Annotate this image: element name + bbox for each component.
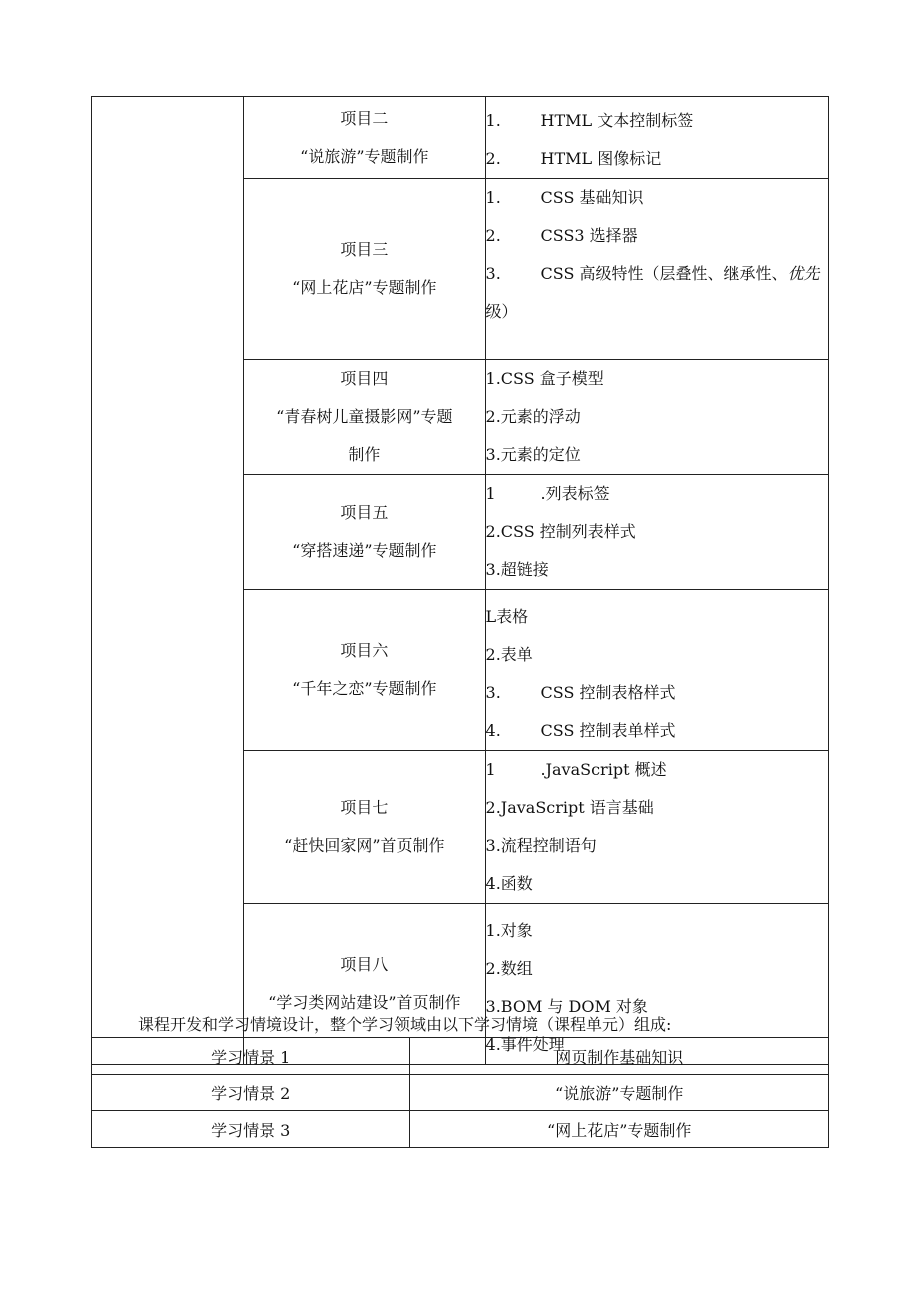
topic-item: [486, 475, 828, 513]
topic-text: 元素的浮动: [500, 407, 581, 426]
topic-number: 2.: [485, 407, 501, 426]
topic-item: [486, 598, 828, 636]
topic-item: [486, 865, 828, 903]
topic-item: [486, 950, 828, 988]
situation-content: 网页制作基础知识: [410, 1038, 829, 1075]
project-name-cell: [244, 475, 485, 590]
project-number: 项目二: [340, 108, 389, 128]
topic-text: 对象: [500, 921, 533, 940]
topic-number: 3.: [485, 560, 501, 579]
topic-number: 4.: [485, 721, 501, 740]
topic-item: [486, 102, 828, 140]
topic-text: .JavaScript 概述: [540, 760, 667, 779]
intro-paragraph: 课程开发和学习情境设计，整个学习领域由以下学习情境（课程单元）组成:: [138, 1015, 672, 1034]
topic-text: CSS 基础知识: [540, 188, 644, 207]
topic-item: [486, 636, 828, 674]
project-table: [91, 96, 829, 1065]
topic-text: BOM 与 DOM 对象: [500, 997, 648, 1016]
topic-item: [486, 912, 828, 950]
situation-row: [92, 1075, 829, 1111]
topic-item: [486, 513, 828, 551]
project-name-cell: [244, 590, 485, 751]
topic-number: 1.: [485, 188, 501, 207]
project-name-cell: [244, 97, 485, 179]
topic-text: CSS 高级特性（层叠性、继承性、: [540, 264, 788, 283]
topic-number: 3.: [485, 264, 501, 283]
topic-text: 元素的定位: [500, 445, 581, 464]
topic-text: 数组: [500, 959, 533, 978]
project-title-continued: 制作: [348, 445, 381, 464]
topic-number: L: [485, 607, 497, 626]
situation-label: 学习情景 1: [92, 1038, 410, 1075]
project-title: “青春树儿童摄影网”专题: [276, 407, 453, 426]
project-name-cell: [244, 179, 485, 360]
project-topics-cell: [485, 590, 828, 751]
project-number: 项目五: [340, 503, 389, 522]
topic-number: 1.: [485, 369, 501, 388]
project-topics-cell: [485, 179, 828, 360]
situation-content: “网上花店”专题制作: [410, 1111, 829, 1148]
topic-item: [486, 674, 828, 712]
project-name-cell: [244, 751, 485, 904]
topic-number: 4.: [485, 874, 501, 893]
situation-label: 学习情景 2: [92, 1075, 410, 1111]
topic-number: 2.: [485, 798, 501, 817]
project-title: “穿搭速递”专题制作: [292, 541, 437, 560]
project-number: 项目四: [340, 369, 389, 388]
topic-text: .列表标签: [540, 484, 610, 503]
topic-number: 2.: [485, 959, 501, 978]
project-title: “网上花店”专题制作: [292, 278, 437, 297]
topic-number: 2.: [485, 226, 501, 245]
topic-item: [486, 179, 828, 217]
project-name-cell: [244, 360, 485, 475]
project-row: [92, 97, 829, 179]
topic-item: [486, 551, 828, 589]
topic-text: 流程控制语句: [500, 836, 597, 855]
topic-text: CSS 控制表格样式: [540, 683, 676, 702]
topic-number: 3.: [485, 836, 501, 855]
topic-number: 2.: [485, 522, 501, 541]
topic-item: [486, 293, 828, 331]
topic-text: 函数: [500, 874, 533, 893]
situation-table: [91, 1037, 829, 1148]
blank-left-cell: [92, 97, 244, 1065]
topic-number: 2.: [485, 149, 501, 168]
topic-text: CSS 控制表单样式: [540, 721, 676, 740]
topic-number: 1.: [485, 111, 501, 130]
project-number: 项目三: [340, 240, 389, 259]
topic-text: CSS3 选择器: [540, 226, 638, 245]
topic-item: [486, 789, 828, 827]
topic-item: [486, 140, 828, 178]
topic-item: [486, 217, 828, 255]
project-topics-cell: [485, 360, 828, 475]
project-topics-cell: [485, 97, 828, 179]
topic-text: 事件处理: [500, 1035, 565, 1054]
topic-text: CSS 盒子模型: [500, 369, 604, 388]
project-topics-cell: [485, 475, 828, 590]
project-title: “说旅游”专题制作: [300, 146, 429, 166]
topic-number: 3.: [485, 997, 501, 1016]
topic-number: 2.: [485, 645, 501, 664]
situation-label: 学习情景 3: [92, 1111, 410, 1148]
project-number: 项目七: [340, 798, 389, 817]
project-topics-cell: [485, 751, 828, 904]
topic-item: [486, 398, 828, 436]
topic-item: [486, 751, 828, 789]
topic-text: CSS 控制列表样式: [500, 522, 636, 541]
topic-item: [486, 255, 828, 293]
topic-number: 3.: [485, 683, 501, 702]
topic-number: 4.: [485, 1035, 501, 1054]
topic-item: [486, 827, 828, 865]
topic-text: HTML 文本控制标签: [540, 111, 694, 130]
topic-text: 级）: [485, 302, 518, 321]
topic-item: [486, 436, 828, 474]
project-title: “学习类网站建设”首页制作: [268, 993, 461, 1012]
topic-number: 1: [485, 484, 496, 503]
topic-text: 表格: [496, 607, 529, 626]
topic-number: 1: [485, 760, 496, 779]
situation-content: “说旅游”专题制作: [410, 1075, 829, 1111]
topic-number: 1.: [485, 921, 501, 940]
project-title: “千年之恋”专题制作: [292, 679, 437, 698]
situation-row: [92, 1038, 829, 1075]
topic-item: [486, 360, 828, 398]
situation-row: [92, 1111, 829, 1148]
topic-number: 3.: [485, 445, 501, 464]
project-number: 项目八: [340, 955, 389, 974]
topic-text-continued: 优先: [787, 264, 820, 283]
project-number: 项目六: [340, 641, 389, 660]
topic-text: HTML 图像标记: [540, 149, 662, 168]
topic-item: [486, 712, 828, 750]
topic-text: 表单: [500, 645, 533, 664]
project-title: “赶快回家网”首页制作: [284, 836, 445, 855]
topic-text: 超链接: [500, 560, 549, 579]
topic-text: JavaScript 语言基础: [500, 798, 654, 817]
